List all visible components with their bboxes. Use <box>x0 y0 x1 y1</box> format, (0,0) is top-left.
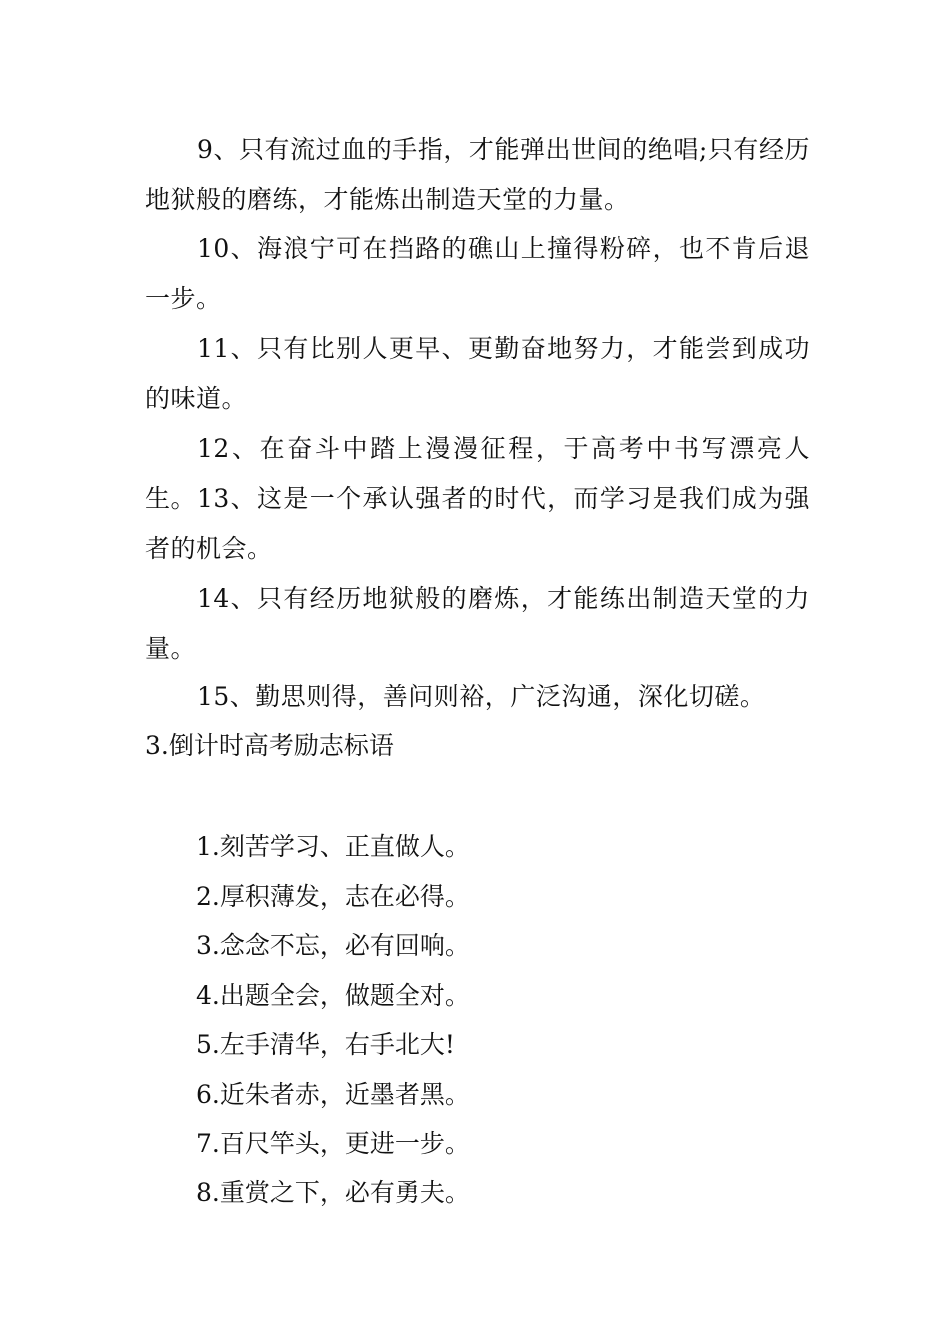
slogan-paragraph: 9、只有流过血的手指，才能弹出世间的绝唱;只有经历地狱般的磨练，才能炼出制造天堂的力量。 <box>145 135 810 214</box>
list-item: 2.厚积薄发，志在必得。 <box>196 882 470 911</box>
slogan-paragraph: 12、在奋斗中踏上漫漫征程，于高考中书写漂亮人生。 <box>145 434 810 513</box>
list-item: 7.百尺竿头，更进一步。 <box>196 1129 470 1158</box>
list-item: 6.近朱者赤，近墨者黑。 <box>196 1080 470 1109</box>
slogan-paragraph: 13、这是一个承认强者的时代，而学习是我们成为强者的机会。 <box>145 484 810 563</box>
section-heading: 3.倒计时高考励志标语 <box>145 731 394 760</box>
list-item: 8.重赏之下，必有勇夫。 <box>196 1178 470 1207</box>
slogan-paragraph: 11、只有比别人更早、更勤奋地努力，才能尝到成功的味道。 <box>145 334 810 413</box>
slogan-paragraph: 15、勤思则得，善问则裕，广泛沟通，深化切磋。 <box>197 682 766 711</box>
list-item: 5.左手清华，右手北大! <box>196 1030 455 1059</box>
slogan-paragraph: 14、只有经历地狱般的磨炼，才能练出制造天堂的力量。 <box>145 584 810 663</box>
list-item: 4.出题全会，做题全对。 <box>196 981 470 1010</box>
slogan-paragraph: 10、海浪宁可在挡路的礁山上撞得粉碎，也不肯后退一步。 <box>145 234 810 313</box>
list-item: 3.念念不忘，必有回响。 <box>196 931 470 960</box>
list-item: 1.刻苦学习、正直做人。 <box>196 832 470 861</box>
